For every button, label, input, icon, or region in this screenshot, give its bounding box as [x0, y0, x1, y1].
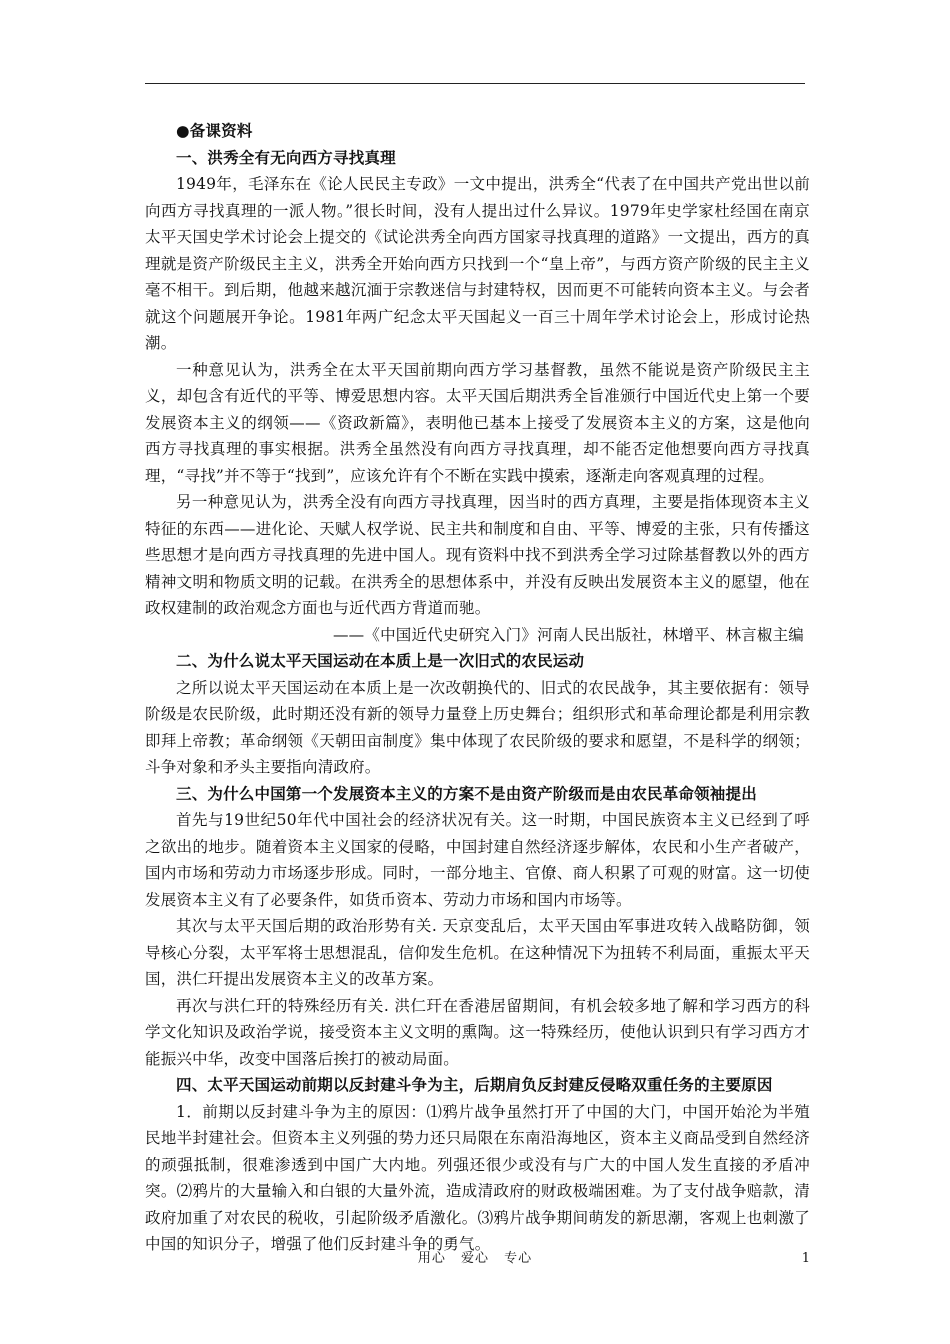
paragraph: 1949年，毛泽东在《论人民民主专政》一文中提出，洪秀全“代表了在中国共产党出世以前向西方寻找真理的一派人物。”很长时间，没有人提出过什么异议。1979年史学家杜经国在南京太平天国史学术讨论会上提交的《试论洪秀全向西方国家寻找真理的道路》一文提出，西方的真理就是资产阶级民主主义，洪秀全开始向西方只找到一个“皇上帝”，与西方资产阶级的民主主义毫不相干。到后期，他越来越沉湎于宗教迷信与封建特权，因而更不可能转向资本主义。与会者就这个问题展开争论。1981年两广纪念太平天国起义一百三十周年学术讨论会上，形成讨论热潮。 — [145, 175, 810, 352]
section-heading-4: 四、太平天国运动前期以反封建斗争为主，后期肩负反封建反侵略双重任务的主要原因 — [176, 1075, 773, 1094]
paragraph: 首先与19世纪50年代中国社会的经济状况有关。这一时期，中国民族资本主义已经到了呼之欲出的地步。随着资本主义国家的侵略，中国封建自然经济逐步解体，农民和小生产者破产，国内市场和劳动力市场逐步形成。同时，一部分地主、官僚、商人积累了可观的财富。这一切使发展资本主义有了必要条件，如货币资本、劳动力市场和国内市场等。 — [145, 811, 810, 909]
paragraph: 1．前期以反封建斗争为主的原因：⑴鸦片战争虽然打开了中国的大门，中国开始沦为半殖民地半封建社会。但资本主义列强的势力还只局限在东南沿海地区，资本主义商品受到自然经济的顽强抵制，很难渗透到中国广大内地。列强还很少或没有与广大的中国人发生直接的矛盾冲突。⑵鸦片的大量输入和白银的大量外流，造成清政府的财政极端困难。为了支付战争赔款，清政府加重了对农民的税收，引起阶级矛盾激化。⑶鸦片战争期间萌发的新思潮，客观上也刺激了中国的知识分子，增强了他们反封建斗争的勇气。 — [145, 1102, 810, 1253]
source-citation: ——《中国近代史研究入门》河南人民出版社，林增平、林言椒主编 — [332, 625, 804, 644]
header-rule — [145, 83, 805, 84]
section-heading-3: 三、为什么中国第一个发展资本主义的方案不是由资产阶级而是由农民革命领袖提出 — [176, 783, 757, 803]
section-marker: ●备课资料 — [176, 121, 253, 140]
paragraph: 一种意见认为，洪秀全在太平天国前期向西方学习基督教，虽然不能说是资产阶级民主主义，却包含有近代的平等、博爱思想内容。太平天国后期洪秀全旨准颁行中国近代史上第一个要发展资本主义的纲领——《资政新篇》，表明他已基本上接受了发展资本主义的方案，这是他向西方寻找真理的事实根据。洪秀全虽然没有向西方寻找真理，却不能否定他想要向西方寻找真理，“寻找”并不等于“找到”，应该允许有个不断在实践中摸索，逐渐走向客观真理的过程。 — [145, 360, 810, 485]
paragraph: 另一种意见认为，洪秀全没有向西方寻找真理，因当时的西方真理，主要是指体现资本主义特征的东西——进化论、天赋人权学说、民主共和制度和自由、平等、博爱的主张，只有传播这些思想才是向西方寻找真理的先进中国人。现有资料中找不到洪秀全学习过除基督教以外的西方精神文明和物质文明的记载。在洪秀全的思想体系中，并没有反映出发展资本主义的愿望，他在政权建制的政治观念方面也与近代西方背道而驰。 — [145, 493, 810, 617]
section-heading-2: 二、为什么说太平天国运动在本质上是一次旧式的农民运动 — [176, 651, 585, 670]
paragraph: 其次与太平天国后期的政治形势有关. 天京变乱后，太平天国由军事进攻转入战略防御，领导核心分裂，太平军将士思想混乱，信仰发生危机。在这种情况下为扭转不利局面，重振太平天国，洪仁玕提出发展资本主义的改革方案。 — [145, 917, 810, 988]
page-footer — [0, 1249, 950, 1269]
footer-motto: 用心 爱心 专心 — [417, 1251, 533, 1266]
paragraph: 之所以说太平天国运动在本质上是一次改朝换代的、旧式的农民战争，其主要依据有：领导阶级是农民阶级，此时期还没有新的领导力量登上历史舞台；组织形式和革命理论都是利用宗教即拜上帝教；革命纲领《天朝田亩制度》集中体现了农民阶级的要求和愿望，不是科学的纲领；斗争对象和矛头主要指向清政府。 — [145, 678, 810, 776]
paragraph: 再次与洪仁玕的特殊经历有关. 洪仁玕在香港居留期间，有机会较多地了解和学习西方的科学文化知识及政治学说，接受资本主义文明的熏陶。这一特殊经历，使他认识到只有学习西方才能振兴中华，改变中国落后挨打的被动局面。 — [145, 996, 810, 1068]
page-number: 1 — [801, 1251, 810, 1266]
document-body — [145, 118, 810, 1258]
section-heading-1: 一、洪秀全有无向西方寻找真理 — [176, 147, 396, 167]
